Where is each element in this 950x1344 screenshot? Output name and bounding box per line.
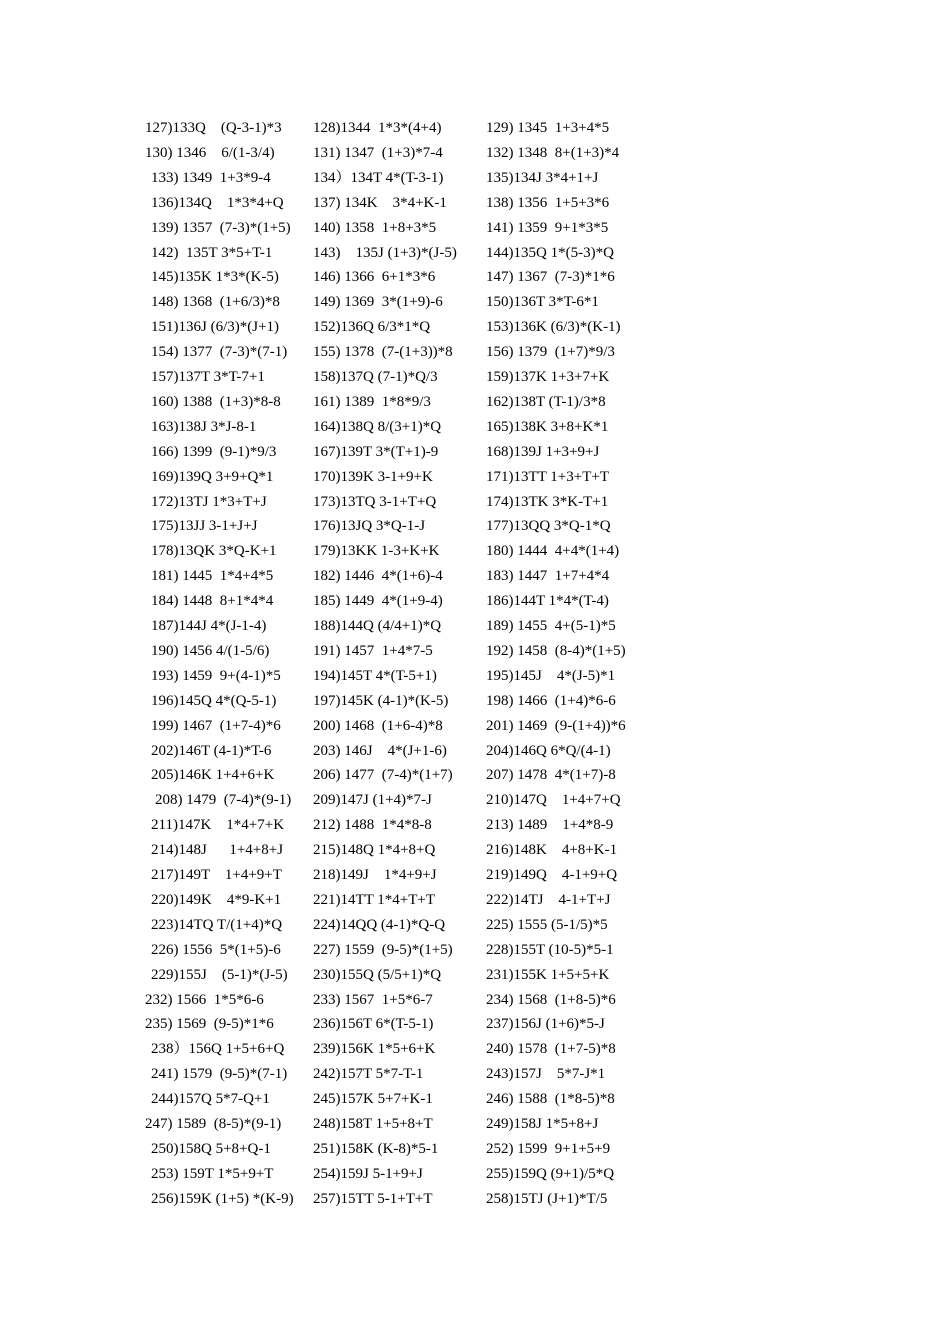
solution-entry: 181) 1445 1*4+4*5 <box>151 568 274 585</box>
solution-entry: 176)13JQ 3*Q-1-J <box>313 518 426 535</box>
solution-line <box>0 740 950 762</box>
solution-line <box>0 1038 950 1060</box>
solution-line <box>0 565 950 587</box>
solution-entry: 213) 1489 1+4*8-9 <box>486 817 614 834</box>
solution-entry: 242)157T 5*7-T-1 <box>313 1066 424 1083</box>
solution-entry: 166) 1399 (9-1)*9/3 <box>151 443 277 460</box>
solution-entry: 169)139Q 3+9+Q*1 <box>151 468 274 485</box>
solution-entry: 209)147J (1+4)*7-J <box>313 792 432 809</box>
solution-entry: 241) 1579 (9-5)*(7-1) <box>151 1066 288 1083</box>
solution-line <box>0 441 950 463</box>
solution-line <box>0 366 950 388</box>
solution-entry: 212) 1488 1*4*8-8 <box>313 817 432 834</box>
solution-line <box>0 640 950 662</box>
solution-entry: 152)136Q 6/3*1*Q <box>313 319 431 336</box>
solution-line <box>0 1113 950 1135</box>
solution-entry: 147) 1367 (7-3)*1*6 <box>486 269 615 286</box>
solution-entry: 196)145Q 4*(Q-5-1) <box>151 692 277 709</box>
solution-entry: 145)135K 1*3*(K-5) <box>151 269 279 286</box>
solution-entry: 142) 135T 3*5+T-1 <box>151 244 273 261</box>
solution-entry: 248)158T 1+5+8+T <box>313 1116 433 1132</box>
solution-entry: 256)159K (1+5) *(K-9) <box>151 1190 294 1207</box>
solution-entry: 246) 1588 (1*8-5)*8 <box>486 1091 615 1108</box>
solution-entry: 205)146K 1+4+6+K <box>151 767 275 784</box>
solution-entry: 174)13TK 3*K-T+1 <box>486 493 609 510</box>
solution-entry: 155) 1378 (7-(1+3))*8 <box>313 344 453 361</box>
solution-entry: 217)149T 1+4+9+T <box>151 867 282 883</box>
solution-entry: 253) 159T 1*5+9+T <box>151 1165 274 1182</box>
solution-line <box>0 391 950 413</box>
solution-entry: 220)149K 4*9-K+1 <box>151 891 282 908</box>
solution-entry: 188)144Q (4/4+1)*Q <box>313 618 442 634</box>
solution-entry: 162)138T (T-1)/3*8 <box>486 393 606 410</box>
solution-entry: 236)156T 6*(T-5-1) <box>313 1016 434 1033</box>
solution-entry: 219)149Q 4-1+9+Q <box>486 867 618 883</box>
solution-entry: 154) 1377 (7-3)*(7-1) <box>151 344 288 361</box>
solution-entry: 133) 1349 1+3*9-4 <box>151 169 271 186</box>
solution-entry: 216)148K 4+8+K-1 <box>486 842 618 859</box>
solution-entry: 178)13QK 3*Q-K+1 <box>151 543 277 560</box>
solution-entry: 186)144T 1*4*(T-4) <box>486 593 609 610</box>
solution-line <box>0 814 950 836</box>
solution-entry: 194)145T 4*(T-5+1) <box>313 667 437 684</box>
solution-entry: 128)1344 1*3*(4+4) <box>313 120 442 136</box>
solution-entry: 230)155Q (5/5+1)*Q <box>313 966 442 983</box>
solution-entry: 229)155J (5-1)*(J-5) <box>151 966 288 983</box>
solution-entry: 192) 1458 (8-4)*(1+5) <box>486 642 626 659</box>
solution-line <box>0 939 950 961</box>
solution-entry: 149) 1369 3*(1+9)-6 <box>313 294 443 311</box>
solution-entry: 148) 1368 (1+6/3)*8 <box>151 294 280 311</box>
solution-line <box>0 864 950 886</box>
solution-entry: 211)147K 1*4+7+K <box>151 817 285 834</box>
solution-entry: 198) 1466 (1+4)*6-6 <box>486 692 616 709</box>
solution-entry: 183) 1447 1+7+4*4 <box>486 568 610 585</box>
solution-line <box>0 964 950 986</box>
solution-entry: 207) 1478 4*(1+7)-8 <box>486 767 616 784</box>
solution-entry: 244)157Q 5*7-Q+1 <box>151 1091 270 1108</box>
solution-entry: 127)133Q (Q-3-1)*3 <box>145 120 282 136</box>
solution-line <box>0 615 950 637</box>
solution-entry: 157)137T 3*T-7+1 <box>151 369 265 385</box>
solution-entry: 140) 1358 1+8+3*5 <box>313 219 437 236</box>
solution-entry: 222)14TJ 4-1+T+J <box>486 891 611 908</box>
solution-line <box>0 914 950 936</box>
solution-entry: 171)13TT 1+3+T+T <box>486 468 610 485</box>
solution-entry: 201) 1469 (9-(1+4))*6 <box>486 717 626 734</box>
solution-entry: 163)138J 3*J-8-1 <box>151 418 257 435</box>
solution-line <box>0 764 950 786</box>
solution-entry: 190) 1456 4/(1-5/6) <box>151 642 270 659</box>
solution-line <box>0 142 950 164</box>
solution-entry: 146) 1366 6+1*3*6 <box>313 269 436 286</box>
solution-line <box>0 715 950 737</box>
solution-entry: 138) 1356 1+5+3*6 <box>486 194 610 211</box>
solution-line <box>0 192 950 214</box>
solution-entry: 247) 1589 (8-5)*(9-1) <box>145 1116 282 1132</box>
solution-line <box>0 1188 950 1210</box>
solution-entry: 240) 1578 (1+7-5)*8 <box>486 1041 616 1058</box>
solution-entry: 185) 1449 4*(1+9-4) <box>313 593 443 610</box>
solution-entry: 249)158J 1*5+8+J <box>486 1116 599 1132</box>
solution-entry: 258)15TJ (J+1)*T/5 <box>486 1190 608 1207</box>
solution-entry: 158)137Q (7-1)*Q/3 <box>313 369 438 385</box>
solution-entry: 255)159Q (9+1)/5*Q <box>486 1165 615 1182</box>
solution-entry: 208) 1479 (7-4)*(9-1) <box>155 792 292 809</box>
solution-line <box>0 1013 950 1035</box>
solution-line <box>0 1063 950 1085</box>
solution-entry: 130) 1346 6/(1-3/4) <box>145 144 275 161</box>
solution-entry: 132) 1348 8+(1+3)*4 <box>486 144 620 161</box>
solution-entry: 245)157K 5+7+K-1 <box>313 1091 433 1108</box>
solution-line <box>0 291 950 313</box>
solution-entry: 150)136T 3*T-6*1 <box>486 294 599 311</box>
solution-entry: 172)13TJ 1*3+T+J <box>151 493 267 510</box>
solution-line <box>0 466 950 488</box>
solution-line <box>0 1138 950 1160</box>
solution-entry: 251)158K (K-8)*5-1 <box>313 1140 439 1157</box>
solution-line <box>0 491 950 513</box>
solution-entry: 233) 1567 1+5*6-7 <box>313 991 433 1008</box>
solution-entry: 168)139J 1+3+9+J <box>486 443 600 460</box>
solution-line <box>0 1088 950 1110</box>
solution-entry: 129) 1345 1+3+4*5 <box>486 120 610 136</box>
solution-entry: 134）134T 4*(T-3-1) <box>313 169 444 186</box>
solution-entry: 221)14TT 1*4+T+T <box>313 891 436 908</box>
solution-entry: 173)13TQ 3-1+T+Q <box>313 493 437 510</box>
solution-entry: 238）156Q 1+5+6+Q <box>151 1041 285 1058</box>
solution-entry: 206) 1477 (7-4)*(1+7) <box>313 767 453 784</box>
solution-entry: 203) 146J 4*(J+1-6) <box>313 742 447 759</box>
solution-entry: 243)157J 5*7-J*1 <box>486 1066 606 1083</box>
solution-line <box>0 690 950 712</box>
solution-line <box>0 316 950 338</box>
solution-line <box>0 889 950 911</box>
solution-entry: 177)13QQ 3*Q-1*Q <box>486 518 611 535</box>
solution-entry: 136)134Q 1*3*4+Q <box>151 194 284 211</box>
solution-line <box>0 266 950 288</box>
solution-line <box>0 989 950 1011</box>
solution-line <box>0 540 950 562</box>
solution-entry: 254)159J 5-1+9+J <box>313 1165 423 1182</box>
solution-entry: 187)144J 4*(J-1-4) <box>151 618 267 634</box>
solution-entry: 227) 1559 (9-5)*(1+5) <box>313 941 453 958</box>
solution-entry: 250)158Q 5+8+Q-1 <box>151 1140 271 1157</box>
solution-entry: 228)155T (10-5)*5-1 <box>486 941 614 958</box>
solution-entry: 218)149J 1*4+9+J <box>313 867 437 883</box>
solution-entry: 184) 1448 8+1*4*4 <box>151 593 274 610</box>
solution-line <box>0 117 950 139</box>
solution-line <box>0 839 950 861</box>
solution-entry: 197)145K (4-1)*(K-5) <box>313 692 449 709</box>
solution-entry: 193) 1459 9+(4-1)*5 <box>151 667 281 684</box>
solution-entry: 257)15TT 5-1+T+T <box>313 1190 433 1207</box>
solution-entry: 159)137K 1+3+7+K <box>486 369 610 385</box>
solution-line <box>0 416 950 438</box>
solution-entry: 153)136K (6/3)*(K-1) <box>486 319 621 336</box>
solution-line <box>0 515 950 537</box>
solution-entry: 226) 1556 5*(1+5)-6 <box>151 941 281 958</box>
solution-entry: 160) 1388 (1+3)*8-8 <box>151 393 281 410</box>
solution-line <box>0 217 950 239</box>
solution-entry: 167)139T 3*(T+1)-9 <box>313 443 439 460</box>
solution-entry: 225) 1555 (5-1/5)*5 <box>486 916 608 933</box>
solution-line <box>0 167 950 189</box>
solution-line <box>0 242 950 264</box>
solution-entry: 170)139K 3-1+9+K <box>313 468 433 485</box>
solution-entry: 191) 1457 1+4*7-5 <box>313 642 433 659</box>
solution-entry: 175)13JJ 3-1+J+J <box>151 518 258 535</box>
solution-entry: 131) 1347 (1+3)*7-4 <box>313 144 443 161</box>
solution-entry: 144)135Q 1*(5-3)*Q <box>486 244 614 261</box>
solution-entry: 223)14TQ T/(1+4)*Q <box>151 916 283 933</box>
solution-entry: 179)13KK 1-3+K+K <box>313 543 440 560</box>
solution-entry: 189) 1455 4+(5-1)*5 <box>486 618 616 634</box>
solution-line <box>0 341 950 363</box>
solution-entry: 237)156J (1+6)*5-J <box>486 1016 605 1033</box>
solution-entry: 204)146Q 6*Q/(4-1) <box>486 742 611 759</box>
solution-entry: 165)138K 3+8+K*1 <box>486 418 609 435</box>
solution-line <box>0 590 950 612</box>
solution-entry: 235) 1569 (9-5)*1*6 <box>145 1016 274 1033</box>
solution-entry: 231)155K 1+5+5+K <box>486 966 610 983</box>
solution-entry: 195)145J 4*(J-5)*1 <box>486 667 616 684</box>
solution-entry: 200) 1468 (1+6-4)*8 <box>313 717 443 734</box>
solution-entry: 210)147Q 1+4+7+Q <box>486 792 621 809</box>
solution-entry: 215)148Q 1*4+8+Q <box>313 842 436 859</box>
solution-entry: 252) 1599 9+1+5+9 <box>486 1140 611 1157</box>
solution-entry: 143) 135J (1+3)*(J-5) <box>313 244 457 261</box>
solution-line <box>0 1163 950 1185</box>
solution-entry: 135)134J 3*4+1+J <box>486 169 599 186</box>
solution-entry: 224)14QQ (4-1)*Q-Q <box>313 916 446 933</box>
solution-entry: 199) 1467 (1+7-4)*6 <box>151 717 281 734</box>
solution-entry: 137) 134K 3*4+K-1 <box>313 194 447 211</box>
solution-entry: 141) 1359 9+1*3*5 <box>486 219 609 236</box>
solution-entry: 234) 1568 (1+8-5)*6 <box>486 991 616 1008</box>
solution-line <box>0 789 950 811</box>
solution-entry: 151)136J (6/3)*(J+1) <box>151 319 280 336</box>
solution-entry: 214)148J 1+4+8+J <box>151 842 284 859</box>
solution-entry: 232) 1566 1*5*6-6 <box>145 991 264 1008</box>
solution-line <box>0 665 950 687</box>
solution-entry: 202)146T (4-1)*T-6 <box>151 742 272 759</box>
solution-entry: 164)138Q 8/(3+1)*Q <box>313 418 442 435</box>
solution-entry: 161) 1389 1*8*9/3 <box>313 393 431 410</box>
solution-entry: 139) 1357 (7-3)*(1+5) <box>151 219 291 236</box>
solution-entry: 156) 1379 (1+7)*9/3 <box>486 344 615 361</box>
solution-entry: 239)156K 1*5+6+K <box>313 1041 436 1058</box>
solution-entry: 182) 1446 4*(1+6)-4 <box>313 568 443 585</box>
solution-entry: 180) 1444 4+4*(1+4) <box>486 543 620 560</box>
